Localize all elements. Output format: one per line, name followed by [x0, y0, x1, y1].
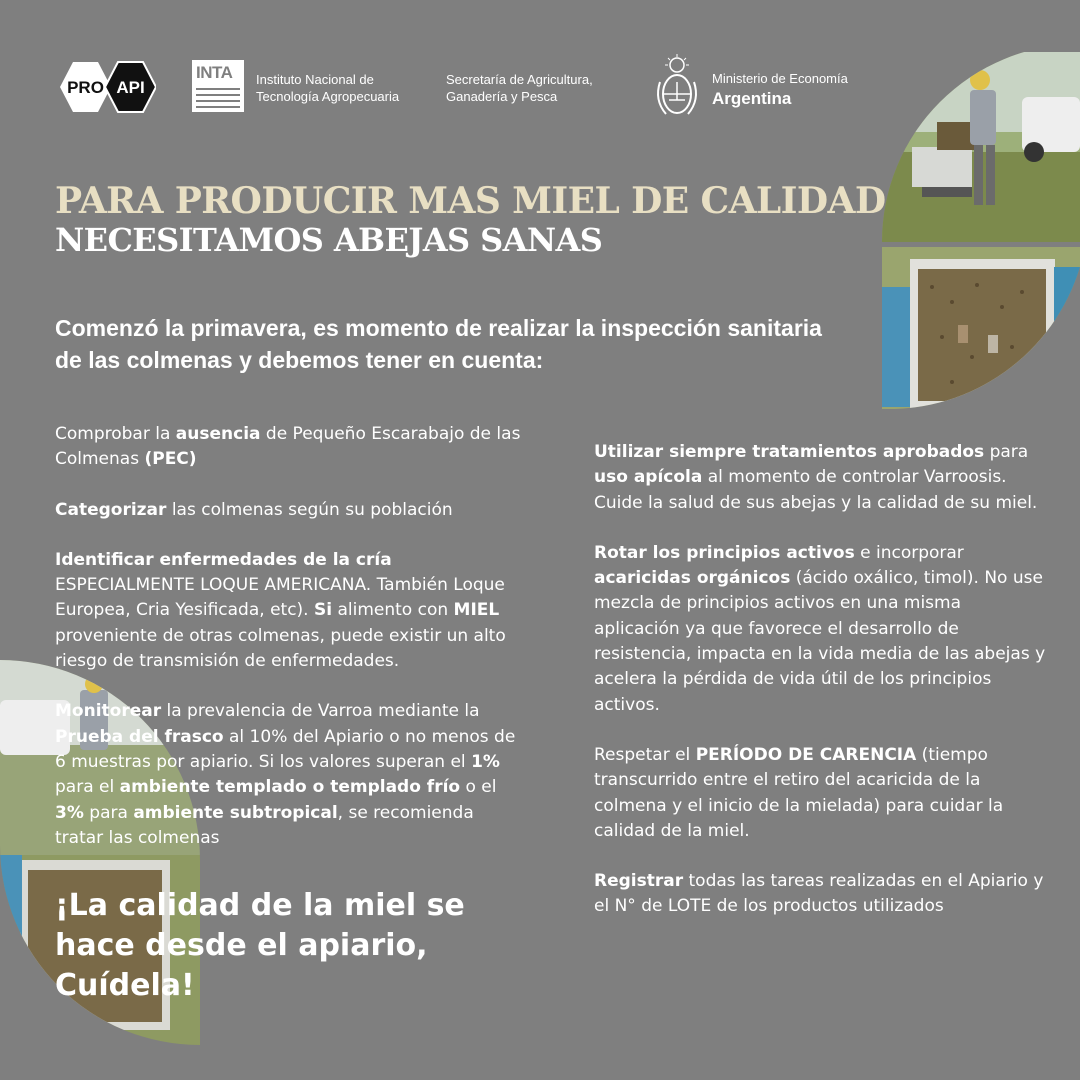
tip-categorize: Categorizar las colmenas según su población	[55, 499, 453, 520]
proapi-logo	[60, 60, 156, 114]
tip-approved-treatments: Utilizar siempre tratamientos aprobados para uso apícola al momento de controlar Varroosis. Cuide la salud de sus abejas y la calidad de su miel.	[594, 442, 1038, 513]
country-name: Argentina	[712, 89, 792, 108]
tip-varroa-monitor: Monitorear la prevalencia de Varroa mediante la Prueba del frasco al 10% del Apiario o no menos de 6 muestras por apiario. Si los valores superan el 1% para el ambiente templado o templado frío o el 3% para ambiente subtropical, se recomienda tratar las colmenas	[55, 701, 516, 848]
right-column	[594, 440, 1046, 920]
beekeeper-photo	[882, 52, 1080, 242]
tagline: ¡La calidad de la miel se hace desde el apiario, Cuídela!	[55, 888, 465, 1003]
tip-brood-disease: Identificar enfermedades de la cría ESPECIALMENTE LOQUE AMERICANA. También Loque Europea, Cria Yesificada, etc). Si alimento con MIEL proveniente de otras colmenas, puede existir un alto riesgo de transmisión de enfermedades.	[55, 549, 506, 672]
tip-withdrawal-period: Respetar el PERÍODO DE CARENCIA (tiempo transcurrido entre el retiro del acaricida de la colmena y el inicio de la mielada) para cuidar la calidad de la miel.	[594, 744, 1004, 841]
proapi-left-text: PRO	[67, 78, 104, 97]
inta-name: Instituto Nacional de Tecnología Agropecuaria	[256, 72, 400, 104]
tip-pec: Comprobar la ausencia de Pequeño Escarabajo de las Colmenas (PEC)	[55, 424, 521, 470]
intro-text: Comenzó la primavera, es momento de realizar la inspección sanitaria de las colmenas y debemos tener en cuenta:	[55, 315, 822, 373]
argentina-coat-of-arms-icon	[652, 52, 702, 122]
inta-mark: INTA	[196, 63, 233, 82]
inta-logo	[192, 60, 244, 112]
tip-record-tasks: Registrar todas las tareas realizadas en el Apiario y el N° de LOTE de los productos utilizados	[594, 871, 1044, 917]
secretaria-name: Secretaría de Agricultura, Ganadería y Pesca	[446, 72, 593, 104]
headline-secondary: NECESITAMOS ABEJAS SANAS	[55, 221, 603, 259]
left-column	[55, 422, 525, 851]
tip-rotate-actives: Rotar los principios activos e incorporar acaricidas orgánicos (ácido oxálico, timol). No use mezcla de principios activos en una misma aplicación ya que favorece el desarrollo de resistencia, impacta en la vida media de las abejas y acelera la pérdida de vida útil de los principios activos.	[594, 542, 1046, 715]
headline-primary: PARA PRODUCIR MAS MIEL DE CALIDAD	[55, 180, 886, 222]
hive-frames-photo	[882, 247, 1080, 409]
ministerio-name: Ministerio de Economía	[712, 71, 848, 86]
proapi-right-text: API	[116, 78, 145, 97]
